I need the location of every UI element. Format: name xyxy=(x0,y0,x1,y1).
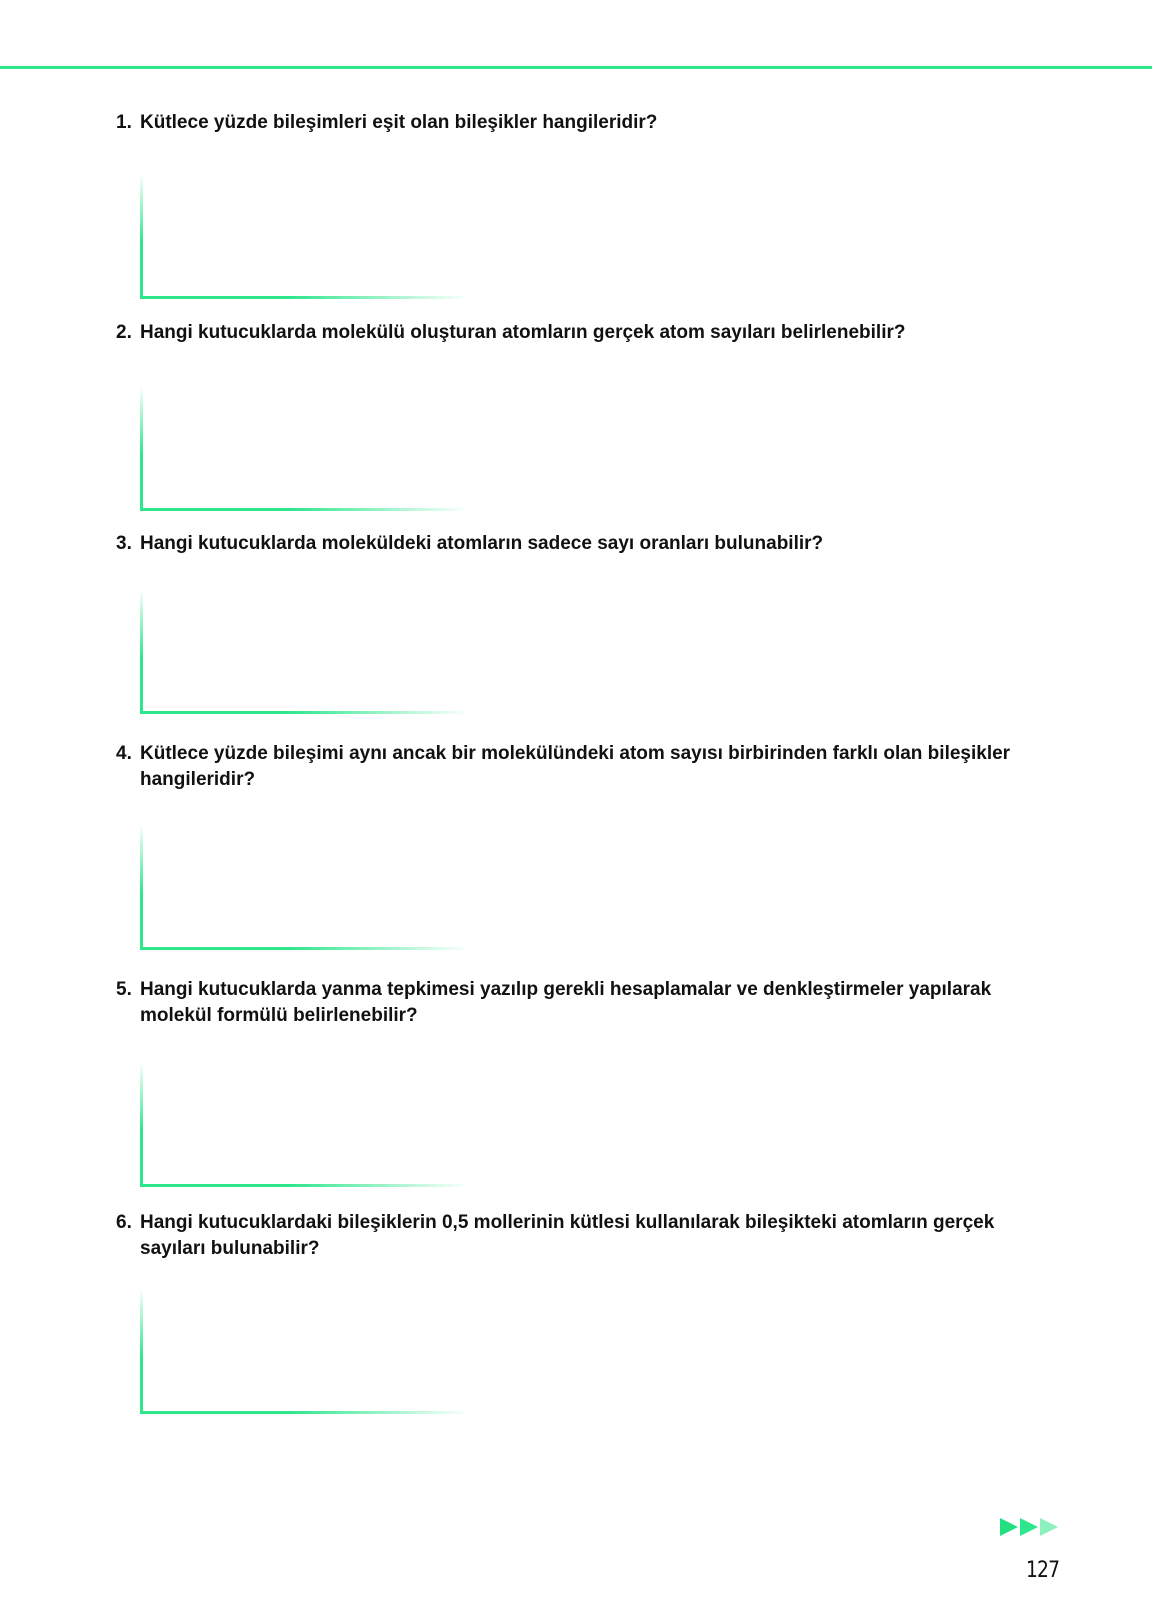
answer-area-left-border xyxy=(140,174,143,299)
top-rule xyxy=(0,66,1152,69)
question-3 xyxy=(116,531,1056,557)
answer-area-2[interactable] xyxy=(140,386,470,511)
answer-area-bottom-border xyxy=(140,947,470,950)
question-number: 2. xyxy=(116,322,132,343)
answer-area-left-border xyxy=(140,1062,143,1187)
answer-area-bottom-border xyxy=(140,711,470,714)
answer-area-bottom-border xyxy=(140,1411,470,1414)
play-arrow-icon xyxy=(1000,1518,1018,1536)
answer-area-6[interactable] xyxy=(140,1289,470,1414)
question-number: 6. xyxy=(116,1212,132,1233)
question-5 xyxy=(116,977,1056,1029)
play-arrow-icon xyxy=(1040,1518,1058,1536)
question-number: 3. xyxy=(116,533,132,554)
answer-area-left-border xyxy=(140,1289,143,1414)
question-text: Hangi kutucuklarda moleküldeki atomların sadece sayı oranları bulunabilir? xyxy=(140,533,824,554)
answer-area-5[interactable] xyxy=(140,1062,470,1187)
answer-area-left-border xyxy=(140,589,143,714)
triple-play-arrows-icon xyxy=(1000,1518,1058,1536)
question-text: Kütlece yüzde bileşimi aynı ancak bir molekülündeki atom sayısı birbirinden farklı olan bileşikler hangileridir? xyxy=(140,743,1011,790)
answer-area-3[interactable] xyxy=(140,589,470,714)
question-number: 5. xyxy=(116,979,132,1000)
answer-area-4[interactable] xyxy=(140,825,470,950)
answer-area-1[interactable] xyxy=(140,174,470,299)
page-number: 127 xyxy=(1026,1558,1060,1583)
question-6 xyxy=(116,1210,1056,1262)
answer-area-left-border xyxy=(140,825,143,950)
question-text: Kütlece yüzde bileşimleri eşit olan bileşikler hangileridir? xyxy=(140,112,658,133)
question-number: 4. xyxy=(116,743,132,764)
question-text: Hangi kutucuklardaki bileşiklerin 0,5 mollerinin kütlesi kullanılarak bileşikteki atomların gerçek sayıları bulunabilir? xyxy=(140,1212,995,1259)
question-4 xyxy=(116,741,1056,793)
question-1 xyxy=(116,110,1056,136)
answer-area-bottom-border xyxy=(140,1184,470,1187)
play-arrow-icon xyxy=(1020,1518,1038,1536)
question-number: 1. xyxy=(116,112,132,133)
answer-area-left-border xyxy=(140,386,143,511)
question-2 xyxy=(116,320,1056,346)
question-text: Hangi kutucuklarda molekülü oluşturan atomların gerçek atom sayıları belirlenebilir? xyxy=(140,322,906,343)
question-text: Hangi kutucuklarda yanma tepkimesi yazılıp gerekli hesaplamalar ve denkleştirmeler yapılarak molekül formülü belirlenebilir? xyxy=(140,979,992,1026)
answer-area-bottom-border xyxy=(140,296,470,299)
answer-area-bottom-border xyxy=(140,508,470,511)
